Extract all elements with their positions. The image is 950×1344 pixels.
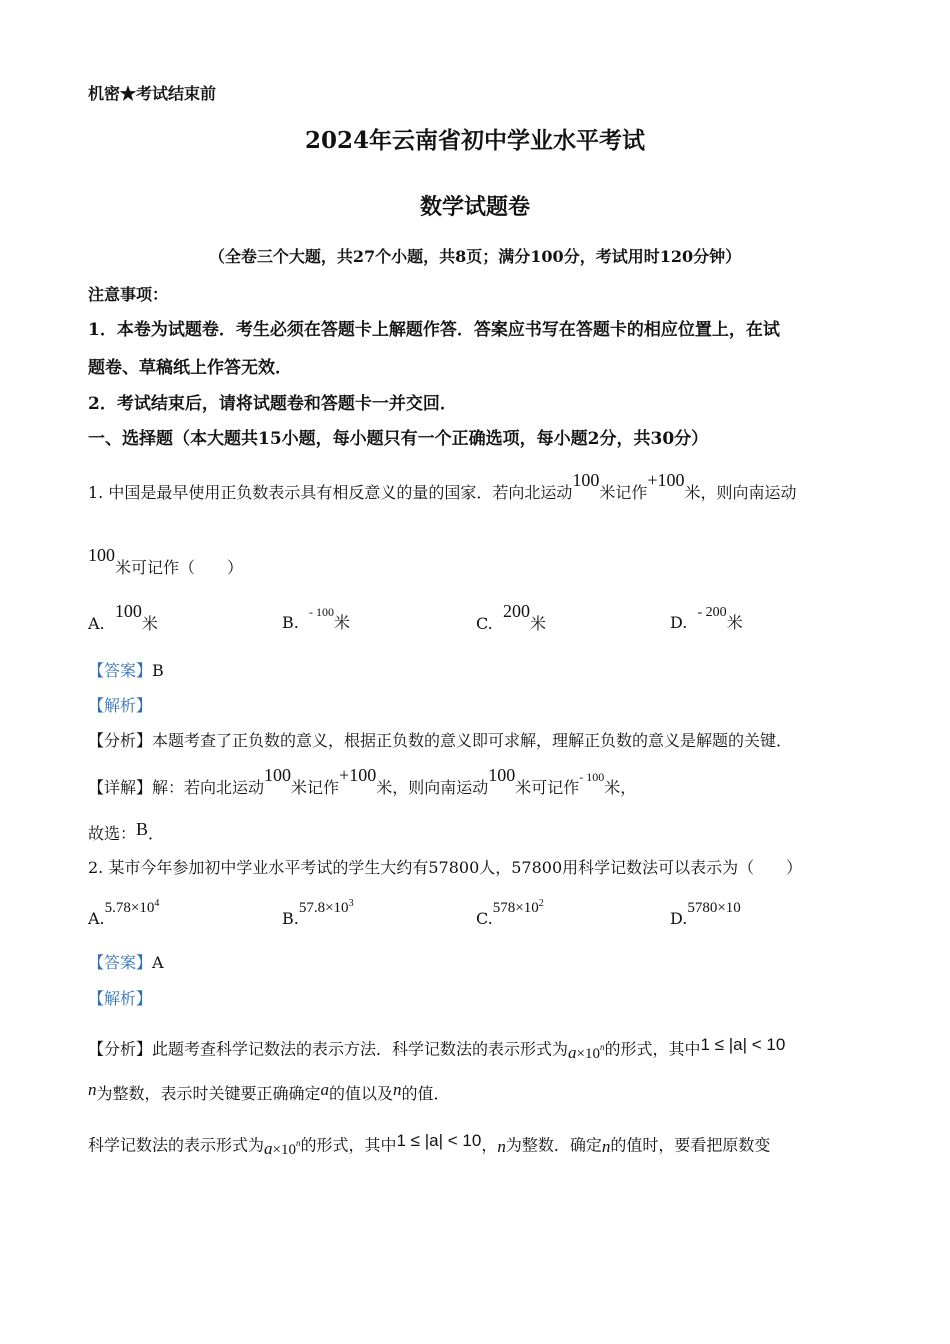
q2-stem: 2. 某市今年参加初中学业水平考试的学生大约有57800人，57800用科学记数法可以表示为（ ） xyxy=(88,858,803,877)
q1-answer: 【答案】B xyxy=(88,661,164,680)
q1-stem-cont: 100米可记作（ ） xyxy=(88,545,244,577)
notes-heading: 注意事项： xyxy=(88,285,169,304)
q1-option-b: B. $^{- 100}$米 xyxy=(282,605,351,632)
secret-label: 机密★考试结束前 xyxy=(88,84,217,103)
note-item-2: 2．考试结束后，请将试题卷和答题卡一并交回． xyxy=(88,394,457,414)
q1-num-100: 100 xyxy=(572,470,600,490)
note-item-1: 1．本卷为试题卷．考生必须在答题卡上解题作答．答案应书写在答题卡的相应位置上，在试 xyxy=(88,320,780,340)
q2-jiexi-tag: 【解析】 xyxy=(88,989,153,1008)
q1-analysis: 【分析】本题考查了正负数的意义，根据正负数的意义即可求解，理解正负数的意义是解题的关键． xyxy=(88,731,793,750)
q1-option-d: D. - 200米 xyxy=(670,605,743,632)
note-item-1-cont: 题卷、草稿纸上作答无效． xyxy=(88,358,292,378)
q1-detail: 【详解】解：若向北运动100米记作+100米，则向南运动100米可记作$^{- 100}$米， xyxy=(88,765,637,797)
q1-option-a: A. 100米 xyxy=(88,601,158,633)
q1-option-c: C. 200米 xyxy=(476,601,546,633)
q2-option-c: $C.578\times 10^2$ xyxy=(476,898,544,928)
paper-subtitle: 数学试题卷 xyxy=(419,194,530,220)
q1-num-plus-100: +100 xyxy=(647,470,685,490)
exam-title: 2024年云南省初中学业水平考试 xyxy=(304,127,645,154)
q2-option-a: $A.5.78\times 10^4$ xyxy=(88,898,160,928)
q2-analysis-cont: n为整数，表示时关键要正确确定a的值以及n的值． xyxy=(88,1080,450,1103)
q2-answer: 【答案】A xyxy=(88,953,164,972)
q2-analysis-line3: 科学记数法的表示形式为$a\times 10^n$的形式，其中1 ≤ |a| < 10，n为整数．确定n的值时，要看把原数变 xyxy=(88,1131,771,1159)
q2-option-d: D.5780×10 xyxy=(670,900,741,928)
q1-num-100-b: 100 xyxy=(88,545,115,565)
exam-info: （全卷三个大题，共27个小题，共8页；满分100分，考试用时120分钟） xyxy=(208,247,742,266)
q2-option-b: $B.57.8\times 10^3$ xyxy=(282,898,354,928)
q1-jiexi-tag: 【解析】 xyxy=(88,696,153,715)
q1-stem: 1. 中国是最早使用正负数表示具有相反意义的量的国家．若向北运动100米记作+100米，则向南运动 xyxy=(88,470,797,502)
q1-conclusion: 故选：B． xyxy=(88,819,165,843)
section-1-heading: 一、选择题（本大题共15小题，每小题只有一个正确选项，每小题2分，共30分） xyxy=(88,429,709,449)
q2-analysis: 【分析】此题考查科学记数法的表示方法．科学记数法的表示形式为$a\times 10^n$的形式，其中1 ≤ |a| < 10 xyxy=(88,1035,786,1063)
